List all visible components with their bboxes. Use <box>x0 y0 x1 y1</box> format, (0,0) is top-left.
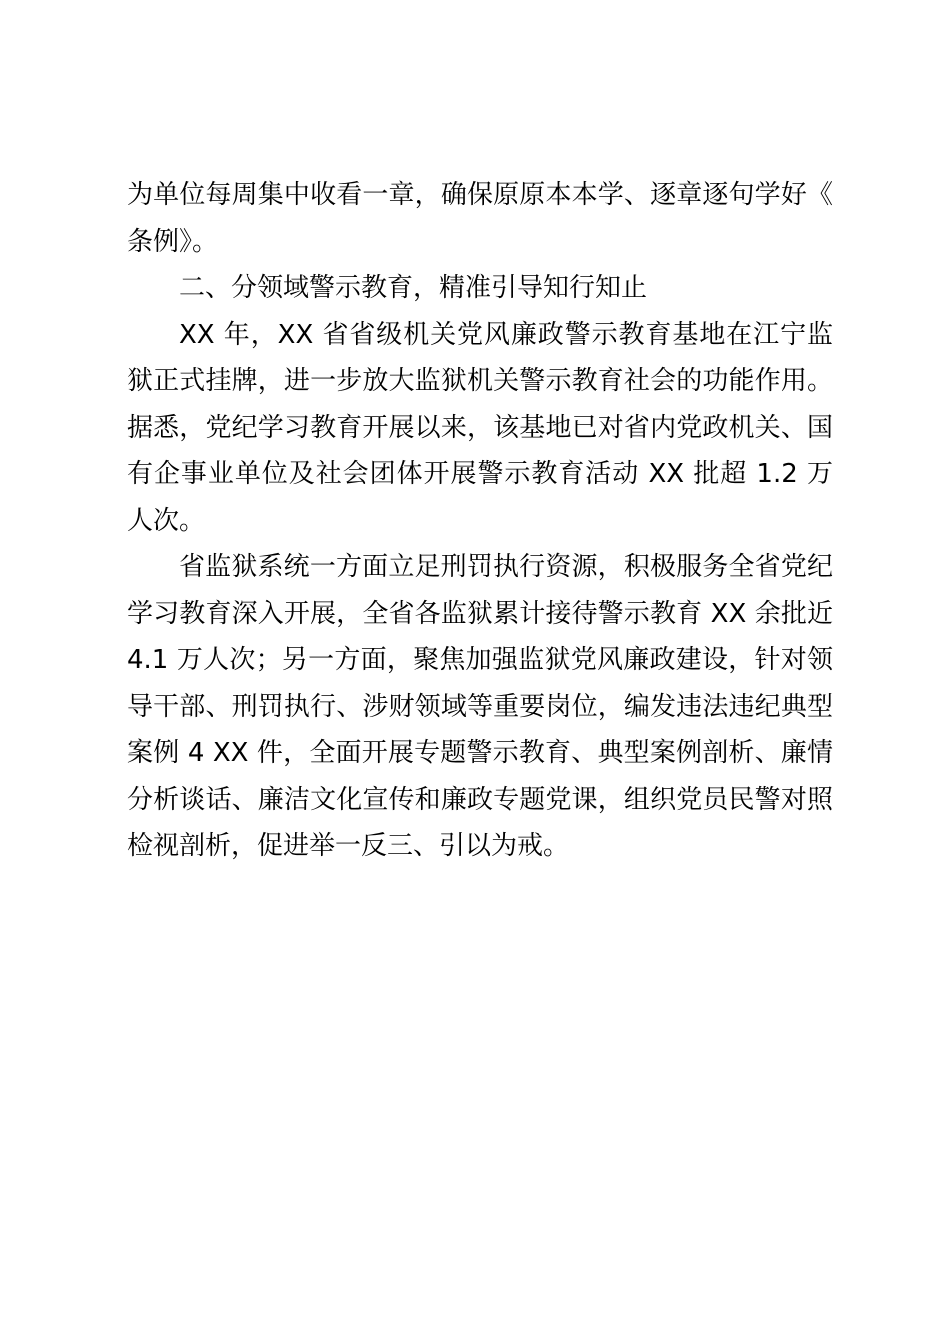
section-heading: 二、分领域警示教育，精准引导知行知止 <box>179 273 648 303</box>
paragraph-prison-system: 省监狱系统一方面立足刑罚执行资源，积极服务全省党纪学习教育深入开展，全省各监狱累计接待警示教育 XX 余批近 4.1 万人次；另一方面，聚焦加强监狱党风廉政建设，针对领导干部、刑罚执行、涉财领域等重要岗位，编发违法违纪典型案例 4 XX 件，全面开展专题警示教育、典型案例剖析、廉情分析谈话、廉洁文化宣传和廉政专题党课，组织党员民警对照检视剖析，促进举一反三、引以为戒。 <box>127 552 833 861</box>
document-body <box>127 172 833 870</box>
paragraph-continuation: 为单位每周集中收看一章，确保原原本本学、逐章逐句学好《条例》。 <box>127 180 833 257</box>
paragraph-base-listing: XX 年，XX 省省级机关党风廉政警示教育基地在江宁监狱正式挂牌，进一步放大监狱机关警示教育社会的功能作用。据悉，党纪学习教育开展以来，该基地已对省内党政机关、国有企事业单位及社会团体开展警示教育活动 XX 批超 1.2 万人次。 <box>127 319 833 536</box>
